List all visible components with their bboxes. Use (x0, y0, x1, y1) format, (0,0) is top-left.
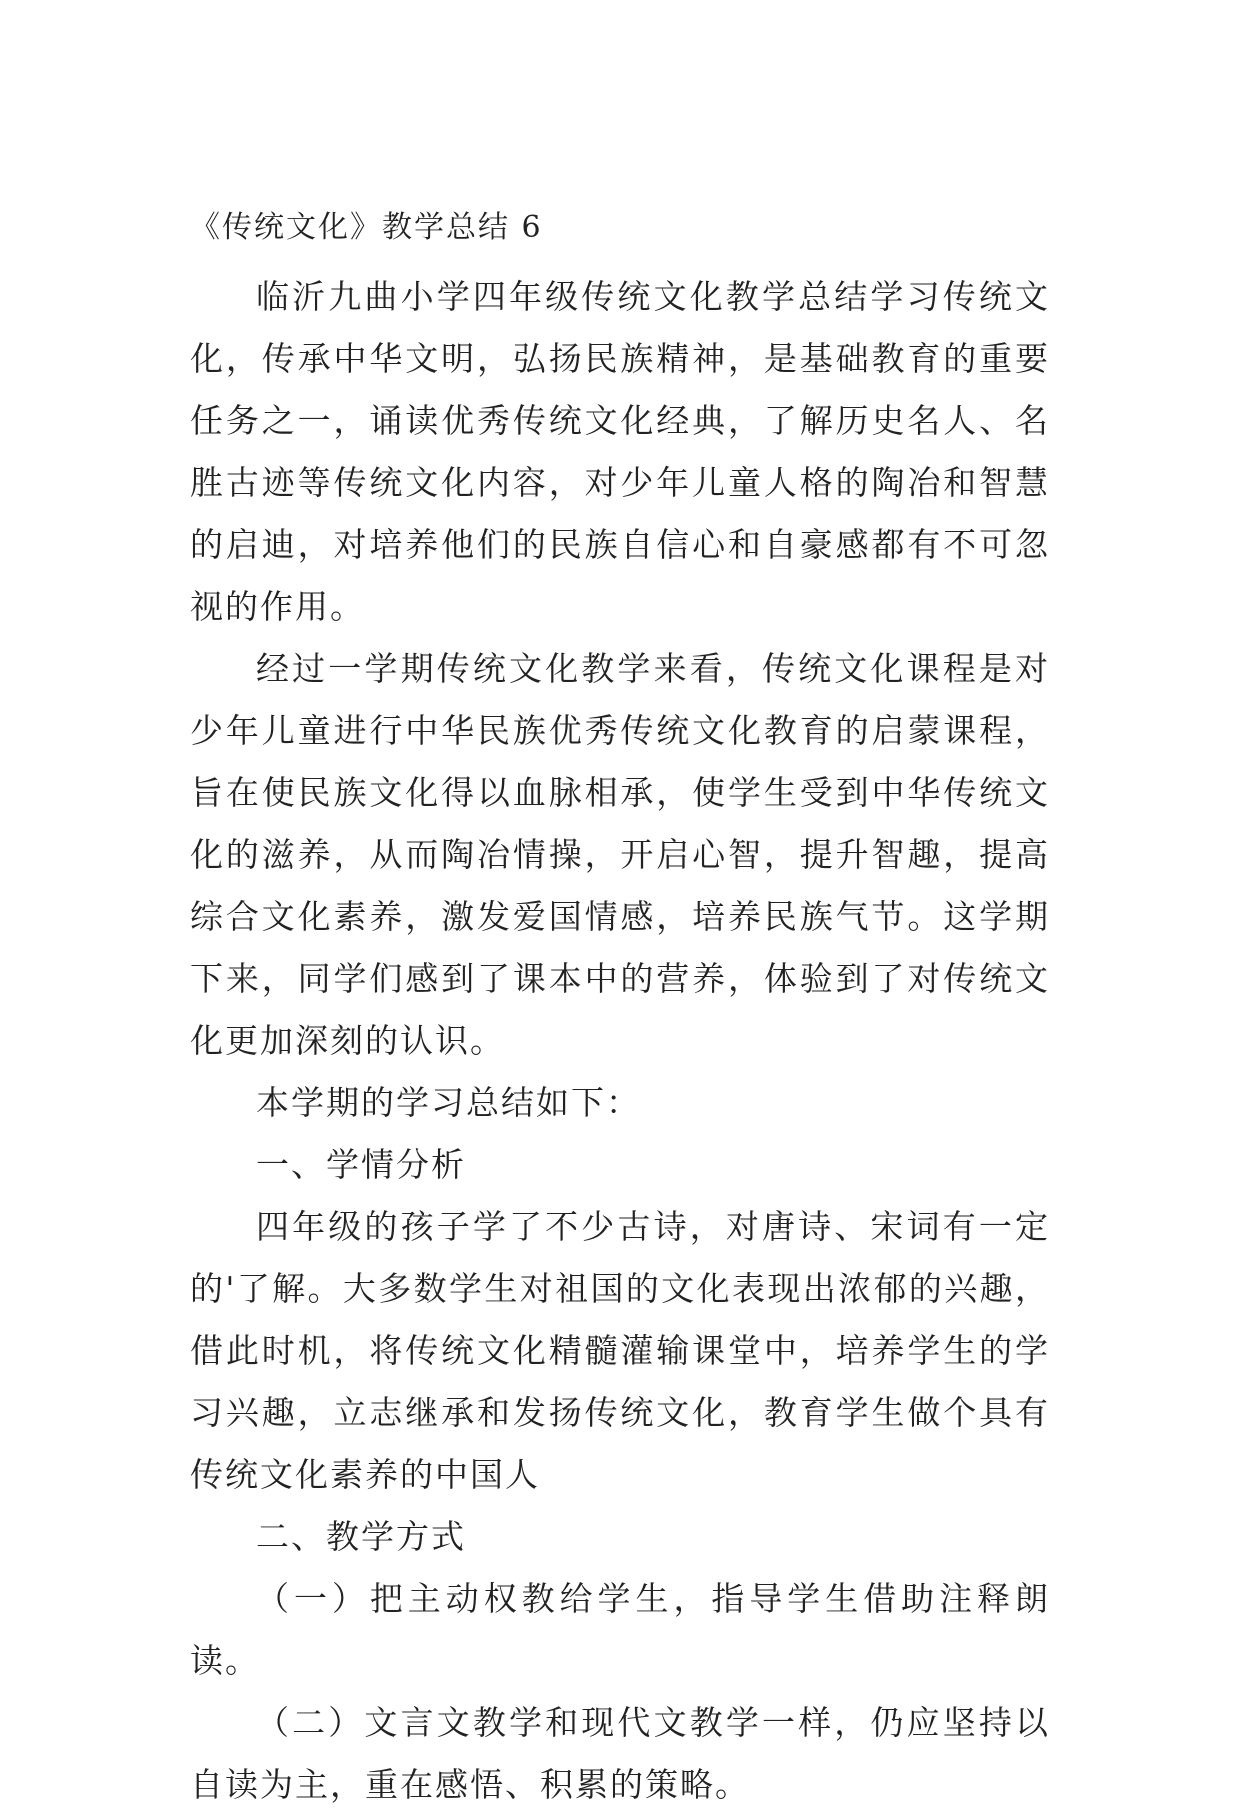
paragraph-method-2: （二）文言文教学和现代文教学一样，仍应坚持以自读为主，重在感悟、积累的策略。 (190, 1703, 1050, 1804)
document-body (190, 210, 1050, 1816)
paragraph-analysis: 四年级的孩子学了不少古诗，对唐诗、宋词有一定的'了解。大多数学生对祖国的文化表现出浓郁的兴趣，借此时机，将传统文化精髓灌输课堂中，培养学生的学习兴趣，立志继承和发扬传统文化，教育学生做个具有传统文化素养的中国人 (190, 1207, 1050, 1494)
paragraph-intro: 临沂九曲小学四年级传统文化教学总结学习传统文化，传承中华文明，弘扬民族精神，是基础教育的重要任务之一，诵读优秀传统文化经典，了解历史名人、名胜古迹等传统文化内容，对少年儿童人格的陶冶和智慧的启迪，对培养他们的民族自信心和自豪感都有不可忽视的作用。 (190, 277, 1050, 626)
paragraph-semester-review: 经过一学期传统文化教学来看，传统文化课程是对少年儿童进行中华民族优秀传统文化教育的启蒙课程，旨在使民族文化得以血脉相承，使学生受到中华传统文化的滋养，从而陶冶情操，开启心智，提升智趣，提高综合文化素养，激发爱国情感，培养民族气节。这学期下来，同学们感到了课本中的营养，体验到了对传统文化更加深刻的认识。 (190, 649, 1050, 1060)
section-heading-methods: 二、教学方式 (256, 1517, 466, 1556)
document-title: 《传统文化》教学总结 6 (190, 210, 543, 245)
paragraph-method-1: （一）把主动权教给学生，指导学生借助注释朗读。 (190, 1579, 1050, 1680)
section-heading-analysis: 一、学情分析 (256, 1145, 466, 1184)
paragraph-summary-lead: 本学期的学习总结如下： (256, 1083, 641, 1122)
